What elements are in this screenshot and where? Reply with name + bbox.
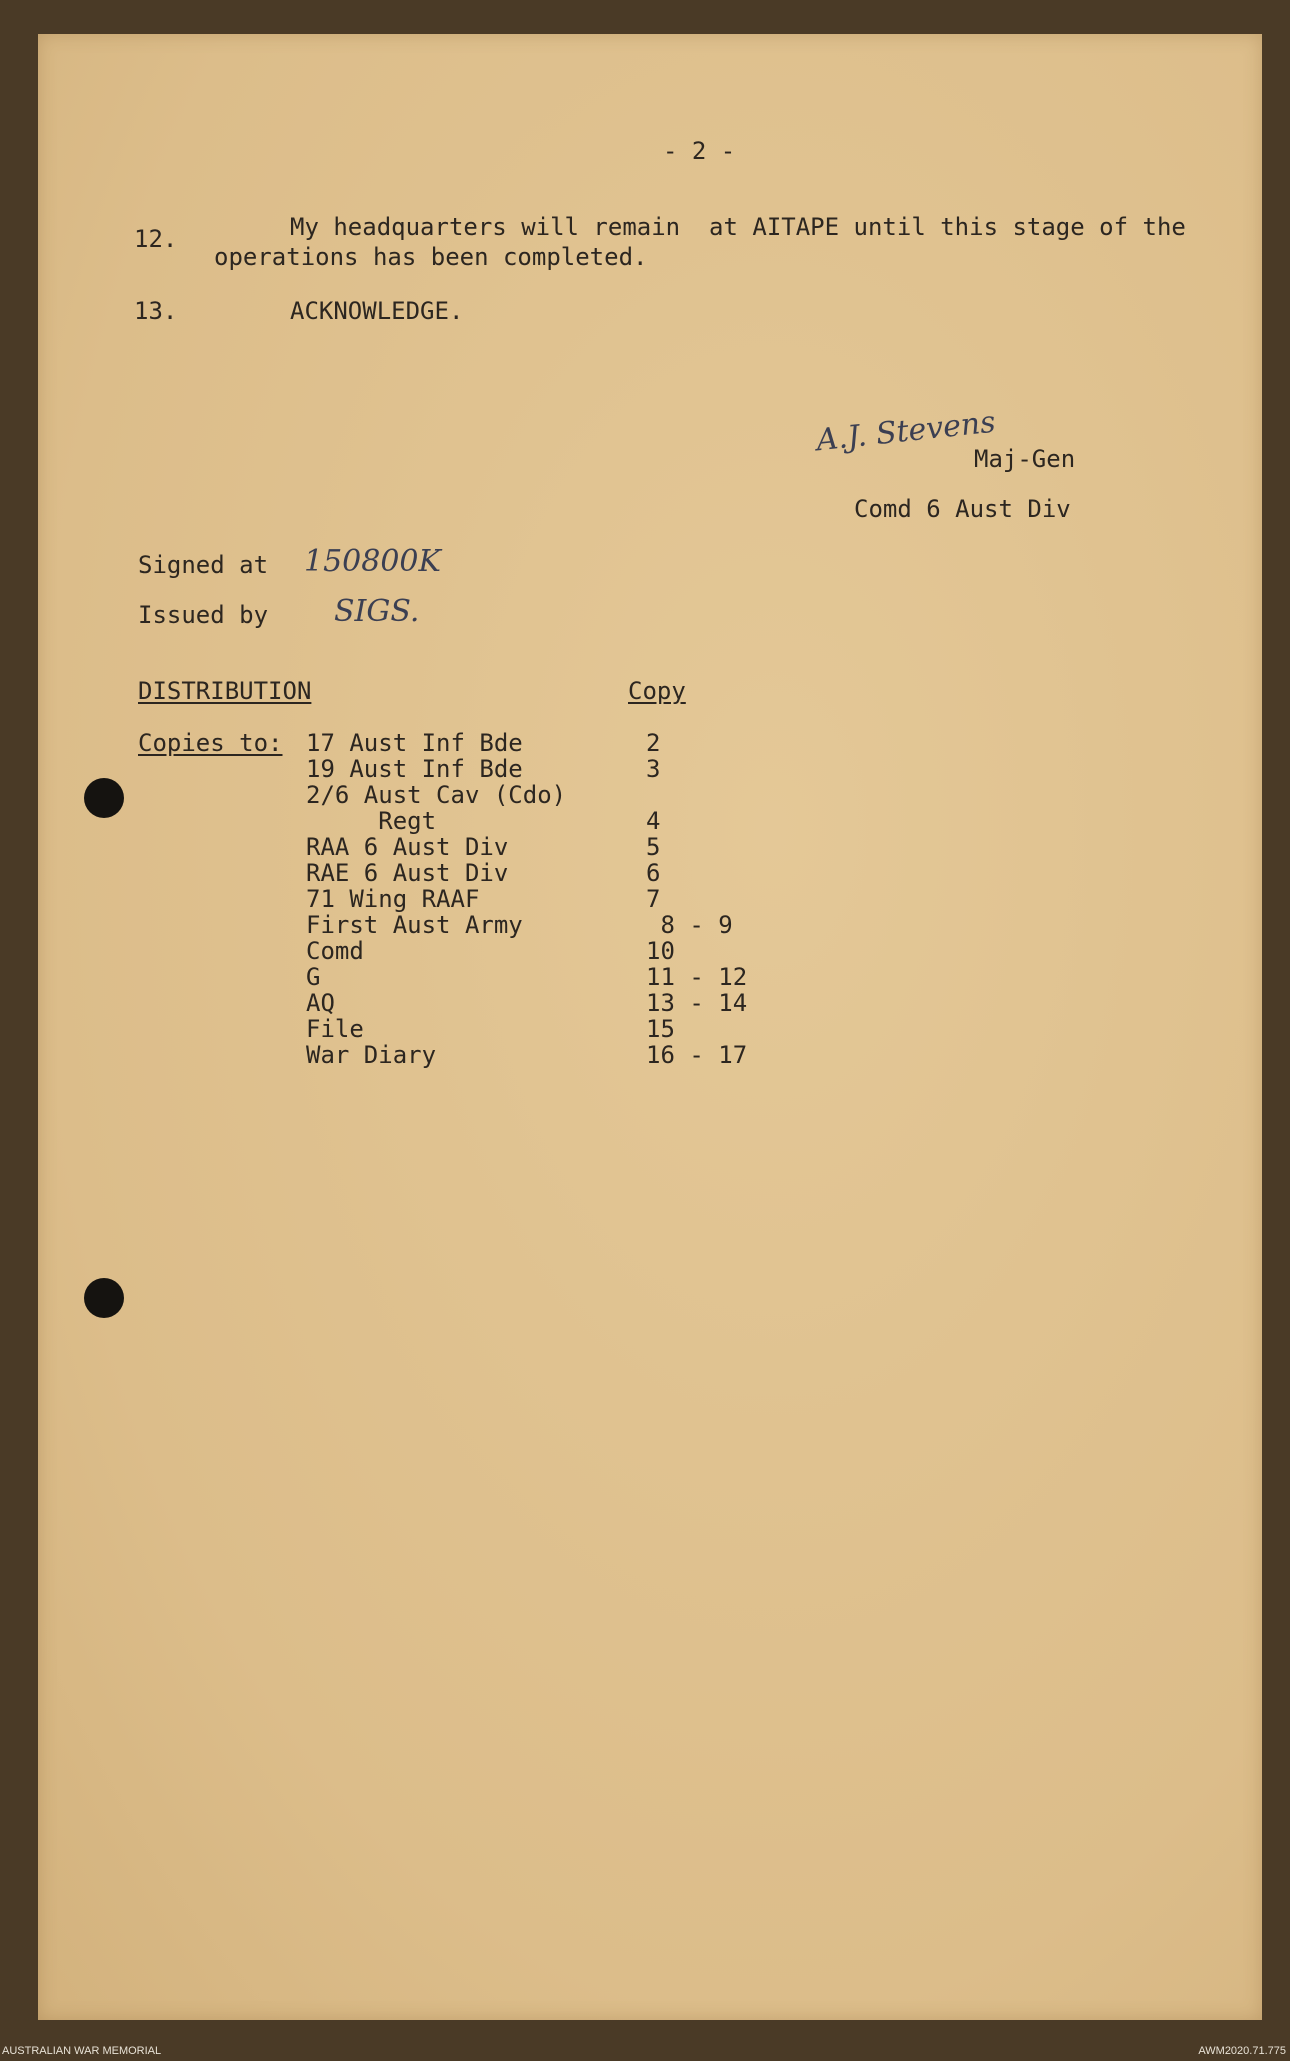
paragraph-13-number: 13. <box>134 297 178 325</box>
recipient: War Diary <box>306 1041 437 1069</box>
issued-by-label: Issued by <box>138 601 269 629</box>
copy-number: 5 <box>646 833 661 861</box>
copy-number: 6 <box>646 859 661 887</box>
copy-number: 4 <box>646 807 661 835</box>
copy-heading: Copy <box>628 677 686 705</box>
list-item <box>38 1042 1262 1068</box>
signed-at-label: Signed at <box>138 551 269 579</box>
list-item <box>38 756 1262 782</box>
paragraph-12-number: 12. <box>134 225 178 253</box>
list-item <box>38 1016 1262 1042</box>
recipient: RAE 6 Aust Div <box>306 859 509 887</box>
list-item <box>38 912 1262 938</box>
recipient: RAA 6 Aust Div <box>306 833 509 861</box>
recipient: 17 Aust Inf Bde <box>306 729 523 757</box>
signature-rank: Maj-Gen <box>974 445 1076 473</box>
punch-hole-bottom <box>84 1278 124 1318</box>
paragraph-12-line2: operations has been completed. <box>214 243 648 271</box>
signed-at-value: 150800K <box>304 544 441 579</box>
recipient: File <box>306 1015 364 1043</box>
paragraph-13-text: ACKNOWLEDGE. <box>290 297 464 325</box>
recipient: 2/6 Aust Cav (Cdo) <box>306 781 567 809</box>
copy-number: 13 - 14 <box>646 989 748 1017</box>
list-item <box>38 808 1262 834</box>
copy-number: 8 - 9 <box>646 911 733 939</box>
list-item <box>38 782 1262 808</box>
list-item <box>38 730 1262 756</box>
copy-number: 7 <box>646 885 661 913</box>
list-item <box>38 886 1262 912</box>
issued-by-value: SIGS. <box>334 594 420 629</box>
list-item <box>38 938 1262 964</box>
list-item <box>38 860 1262 886</box>
list-item <box>38 834 1262 860</box>
handwritten-signature: A.J. Stevens <box>814 404 998 459</box>
recipient: G <box>306 963 321 991</box>
recipient: First Aust Army <box>306 911 523 939</box>
copy-number: 2 <box>646 729 661 757</box>
document-page <box>38 34 1262 2020</box>
recipient: Regt <box>306 807 437 835</box>
paragraph-12-line1: My headquarters will remain at AITAPE until this stage of the <box>290 213 1186 241</box>
copy-number: 3 <box>646 755 661 783</box>
copies-to-label: Copies to: <box>138 729 283 757</box>
list-item <box>38 964 1262 990</box>
punch-hole-top <box>84 778 124 818</box>
copy-number: 10 <box>646 937 675 965</box>
copy-number: 11 - 12 <box>646 963 748 991</box>
footer-left: AUSTRALIAN WAR MEMORIAL <box>2 2045 162 2057</box>
copy-number: 15 <box>646 1015 675 1043</box>
footer-right: AWM2020.71.775 <box>1198 2045 1286 2057</box>
recipient: 71 Wing RAAF <box>306 885 480 913</box>
recipient: AQ <box>306 989 335 1017</box>
recipient: Comd <box>306 937 364 965</box>
page-number: - 2 - <box>663 137 736 165</box>
list-item <box>38 990 1262 1016</box>
distribution-heading: DISTRIBUTION <box>138 677 312 705</box>
signature-appointment: Comd 6 Aust Div <box>854 495 1071 523</box>
recipient: 19 Aust Inf Bde <box>306 755 523 783</box>
copy-number: 16 - 17 <box>646 1041 748 1069</box>
